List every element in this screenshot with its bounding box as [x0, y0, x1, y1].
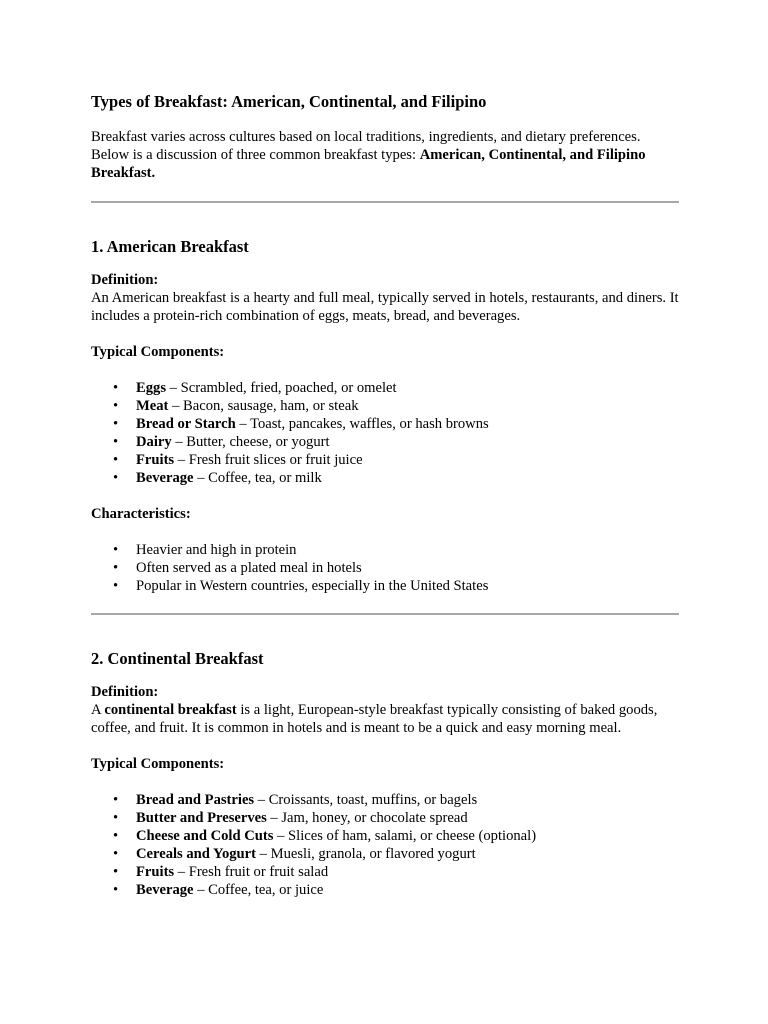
- list-item: [91, 845, 681, 863]
- definition-text-american: An American breakfast is a hearty and full meal, typically served in hotels, restaurants, and diners. It includes a protein-rich combination of eggs, meats, bread, and beverages.: [91, 290, 679, 324]
- component-desc: – Scrambled, fried, poached, or omelet: [166, 380, 397, 396]
- component-term: Cheese and Cold Cuts: [136, 828, 274, 844]
- bullet-icon: •: [113, 380, 119, 396]
- bullet-icon: •: [113, 828, 119, 844]
- list-item: [91, 827, 681, 845]
- section-heading-american: 1. American Breakfast: [91, 237, 249, 256]
- definition-prefix: A: [91, 702, 105, 718]
- characteristic-text: Heavier and high in protein: [136, 542, 297, 558]
- list-item: [91, 863, 681, 881]
- component-term: Fruits: [136, 452, 175, 468]
- list-item: [91, 451, 681, 469]
- component-term: Eggs: [136, 380, 167, 396]
- intro-paragraph: [91, 128, 681, 182]
- bullet-icon: •: [113, 882, 119, 898]
- list-item: [91, 881, 681, 899]
- list-item: [91, 379, 681, 397]
- components-label-continental: Typical Components:: [91, 756, 225, 772]
- list-item: [91, 415, 681, 433]
- document-page: [91, 90, 681, 899]
- bullet-icon: •: [113, 864, 119, 880]
- component-term: Bread and Pastries: [136, 792, 255, 808]
- component-desc: – Fresh fruit or fruit salad: [174, 864, 329, 880]
- bullet-icon: •: [113, 810, 119, 826]
- component-desc: – Toast, pancakes, waffles, or hash browns: [235, 416, 489, 432]
- divider: [91, 201, 679, 203]
- definition-bold-term: continental breakfast: [104, 702, 237, 718]
- component-term: Meat: [136, 398, 169, 414]
- definition-rest: is a light, European-style breakfast typically consisting of baked goods, coffee, and fruit. It is common in hotels and is meant to be a quick and easy morning meal.: [91, 702, 658, 736]
- page-title: Types of Breakfast: American, Continental, and Filipino: [91, 92, 487, 111]
- component-desc: – Bacon, sausage, ham, or steak: [168, 398, 359, 414]
- bullet-icon: •: [113, 416, 119, 432]
- definition-label-american: Definition:: [91, 272, 159, 288]
- components-label-american: Typical Components:: [91, 344, 225, 360]
- bullet-icon: •: [113, 560, 119, 576]
- intro-text: Breakfast varies across cultures based on local traditions, ingredients, and dietary preferences. Below is a discussion of three common breakfast types:: [91, 129, 641, 163]
- bullet-icon: •: [113, 398, 119, 414]
- component-desc: – Jam, honey, or chocolate spread: [266, 810, 468, 826]
- list-item: [91, 559, 681, 577]
- list-item: [91, 577, 681, 595]
- definition-label-continental: Definition:: [91, 684, 159, 700]
- characteristic-text: Often served as a plated meal in hotels: [136, 560, 362, 576]
- component-desc: – Coffee, tea, or milk: [193, 470, 322, 486]
- intro-bold-text: American, Continental, and Filipino Breakfast.: [91, 147, 646, 181]
- component-term: Beverage: [136, 882, 194, 898]
- list-item: [91, 809, 681, 827]
- component-desc: – Slices of ham, salami, or cheese (optional): [273, 828, 537, 844]
- components-list-american: [91, 379, 681, 487]
- component-term: Dairy: [136, 434, 172, 450]
- characteristics-label-american: Characteristics:: [91, 506, 191, 522]
- component-desc: – Croissants, toast, muffins, or bagels: [254, 792, 478, 808]
- component-term: Bread or Starch: [136, 416, 236, 432]
- component-term: Cereals and Yogurt: [136, 846, 256, 862]
- bullet-icon: •: [113, 470, 119, 486]
- component-desc: – Fresh fruit slices or fruit juice: [174, 452, 363, 468]
- divider: [91, 613, 679, 615]
- component-term: Butter and Preserves: [136, 810, 267, 826]
- bullet-icon: •: [113, 434, 119, 450]
- bullet-icon: •: [113, 792, 119, 808]
- list-item: [91, 433, 681, 451]
- list-item: [91, 397, 681, 415]
- components-list-continental: [91, 791, 681, 899]
- definition-text-continental: [91, 701, 681, 737]
- bullet-icon: •: [113, 452, 119, 468]
- component-desc: – Coffee, tea, or juice: [193, 882, 324, 898]
- component-term: Beverage: [136, 470, 194, 486]
- component-desc: – Muesli, granola, or flavored yogurt: [256, 846, 476, 862]
- bullet-icon: •: [113, 578, 119, 594]
- characteristic-text: Popular in Western countries, especially in the United States: [136, 578, 489, 594]
- component-term: Fruits: [136, 864, 175, 880]
- list-item: [91, 469, 681, 487]
- bullet-icon: •: [113, 542, 119, 558]
- list-item: [91, 541, 681, 559]
- list-item: [91, 791, 681, 809]
- section-heading-continental: 2. Continental Breakfast: [91, 649, 264, 668]
- characteristics-list-american: [91, 541, 681, 595]
- bullet-icon: •: [113, 846, 119, 862]
- component-desc: – Butter, cheese, or yogurt: [171, 434, 330, 450]
